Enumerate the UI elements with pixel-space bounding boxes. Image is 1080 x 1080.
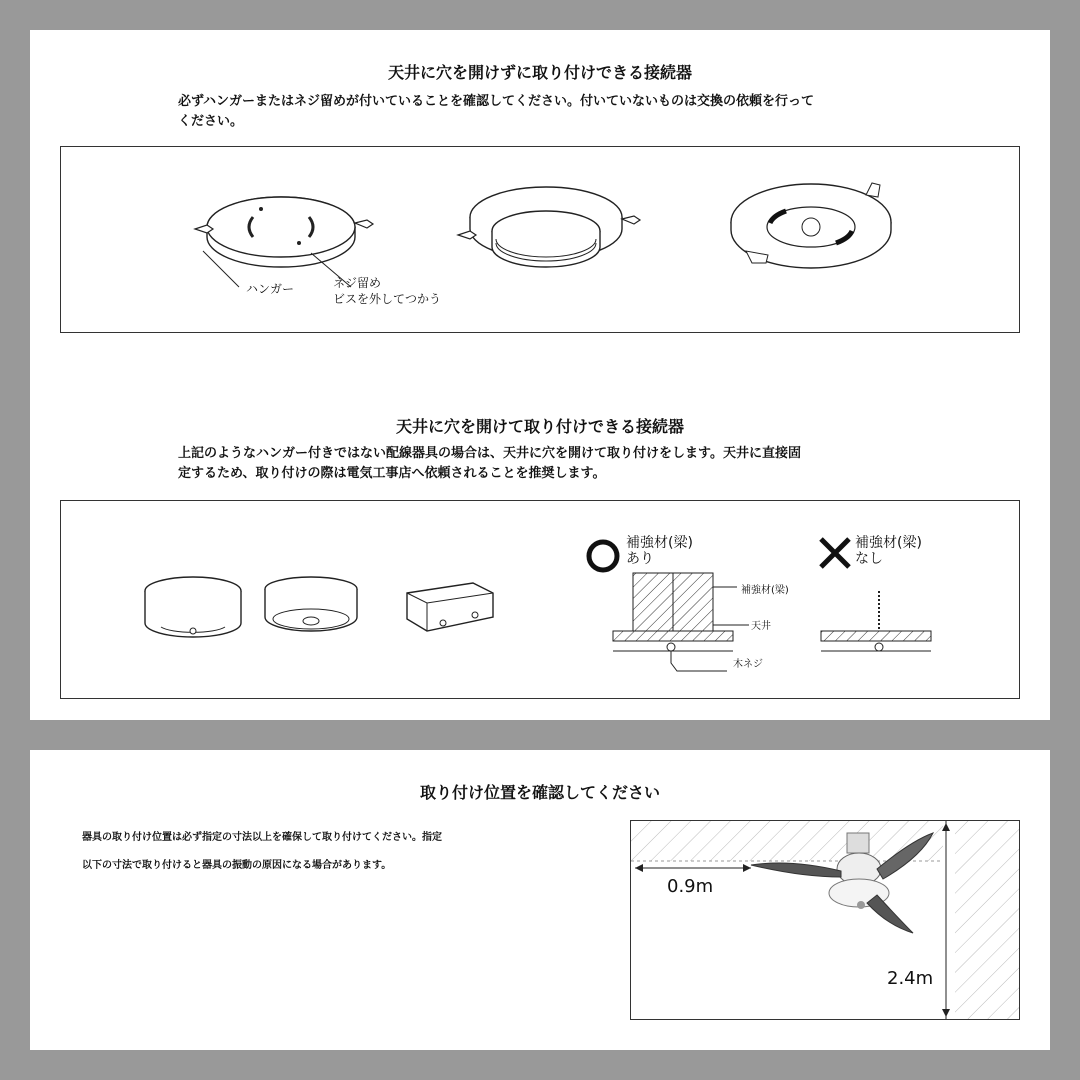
- section3-title: 取り付け位置を確認してください: [419, 783, 660, 802]
- ng-cross-icon: [817, 535, 857, 575]
- ok-circle-icon: [585, 538, 625, 578]
- section1-description: 必ずハンガーまたはネジ留めが付いていることを確認してください。付いていないものは交換の依頼を行って ください。: [178, 94, 814, 129]
- box-connector-illustration: [403, 579, 503, 639]
- section1-title: 天井に穴を開けずに取り付けできる接続器: [387, 63, 692, 82]
- section2-title: 天井に穴を開けて取り付けできる接続器: [395, 417, 684, 436]
- ceiling-label: 天井: [751, 621, 771, 632]
- connector-round-illustration: [716, 177, 916, 287]
- round-connector-illustration-2: [259, 577, 369, 647]
- ng-label: 補強材(梁) なし: [855, 535, 922, 567]
- hanger-label: ハンガー: [246, 282, 295, 296]
- upper-panel: [30, 30, 1050, 720]
- no-hole-connector-box: [60, 146, 1020, 333]
- connector-with-screw-illustration: [456, 187, 656, 297]
- lower-panel: 取り付け位置を確認してください 器具の取り付け位置は必ず指定の寸法以上を確保して取り付けてください。指定 以下の寸法で取り付けると器具の振動の原因になる場合があります。 0.9m 2.4m: [30, 750, 1050, 1050]
- screw-label: ネジ留め ビスを外してつかう: [333, 276, 442, 306]
- round-connector-illustration-1: [141, 577, 251, 647]
- beam-absent-diagram: [821, 587, 941, 667]
- fan-diagram-svg: [631, 821, 1019, 1019]
- hole-connector-box: [60, 500, 1020, 699]
- beam-label: 補強材(梁): [741, 585, 789, 596]
- ok-label: 補強材(梁) あり: [626, 535, 693, 567]
- wood-screw-label: 木ネジ: [733, 659, 763, 670]
- fan-clearance-diagram: [630, 820, 1020, 1020]
- vertical-clearance-label: 2.4m: [887, 968, 934, 989]
- horizontal-clearance-label: 0.9m: [667, 876, 714, 897]
- section2-description: 上記のようなハンガー付きではない配線器具の場合は、天井に穴を開けて取り付けをします。天井に直接固 定するため、取り付けの際は電気工事店へ依頼されることを推奨します。: [178, 446, 801, 481]
